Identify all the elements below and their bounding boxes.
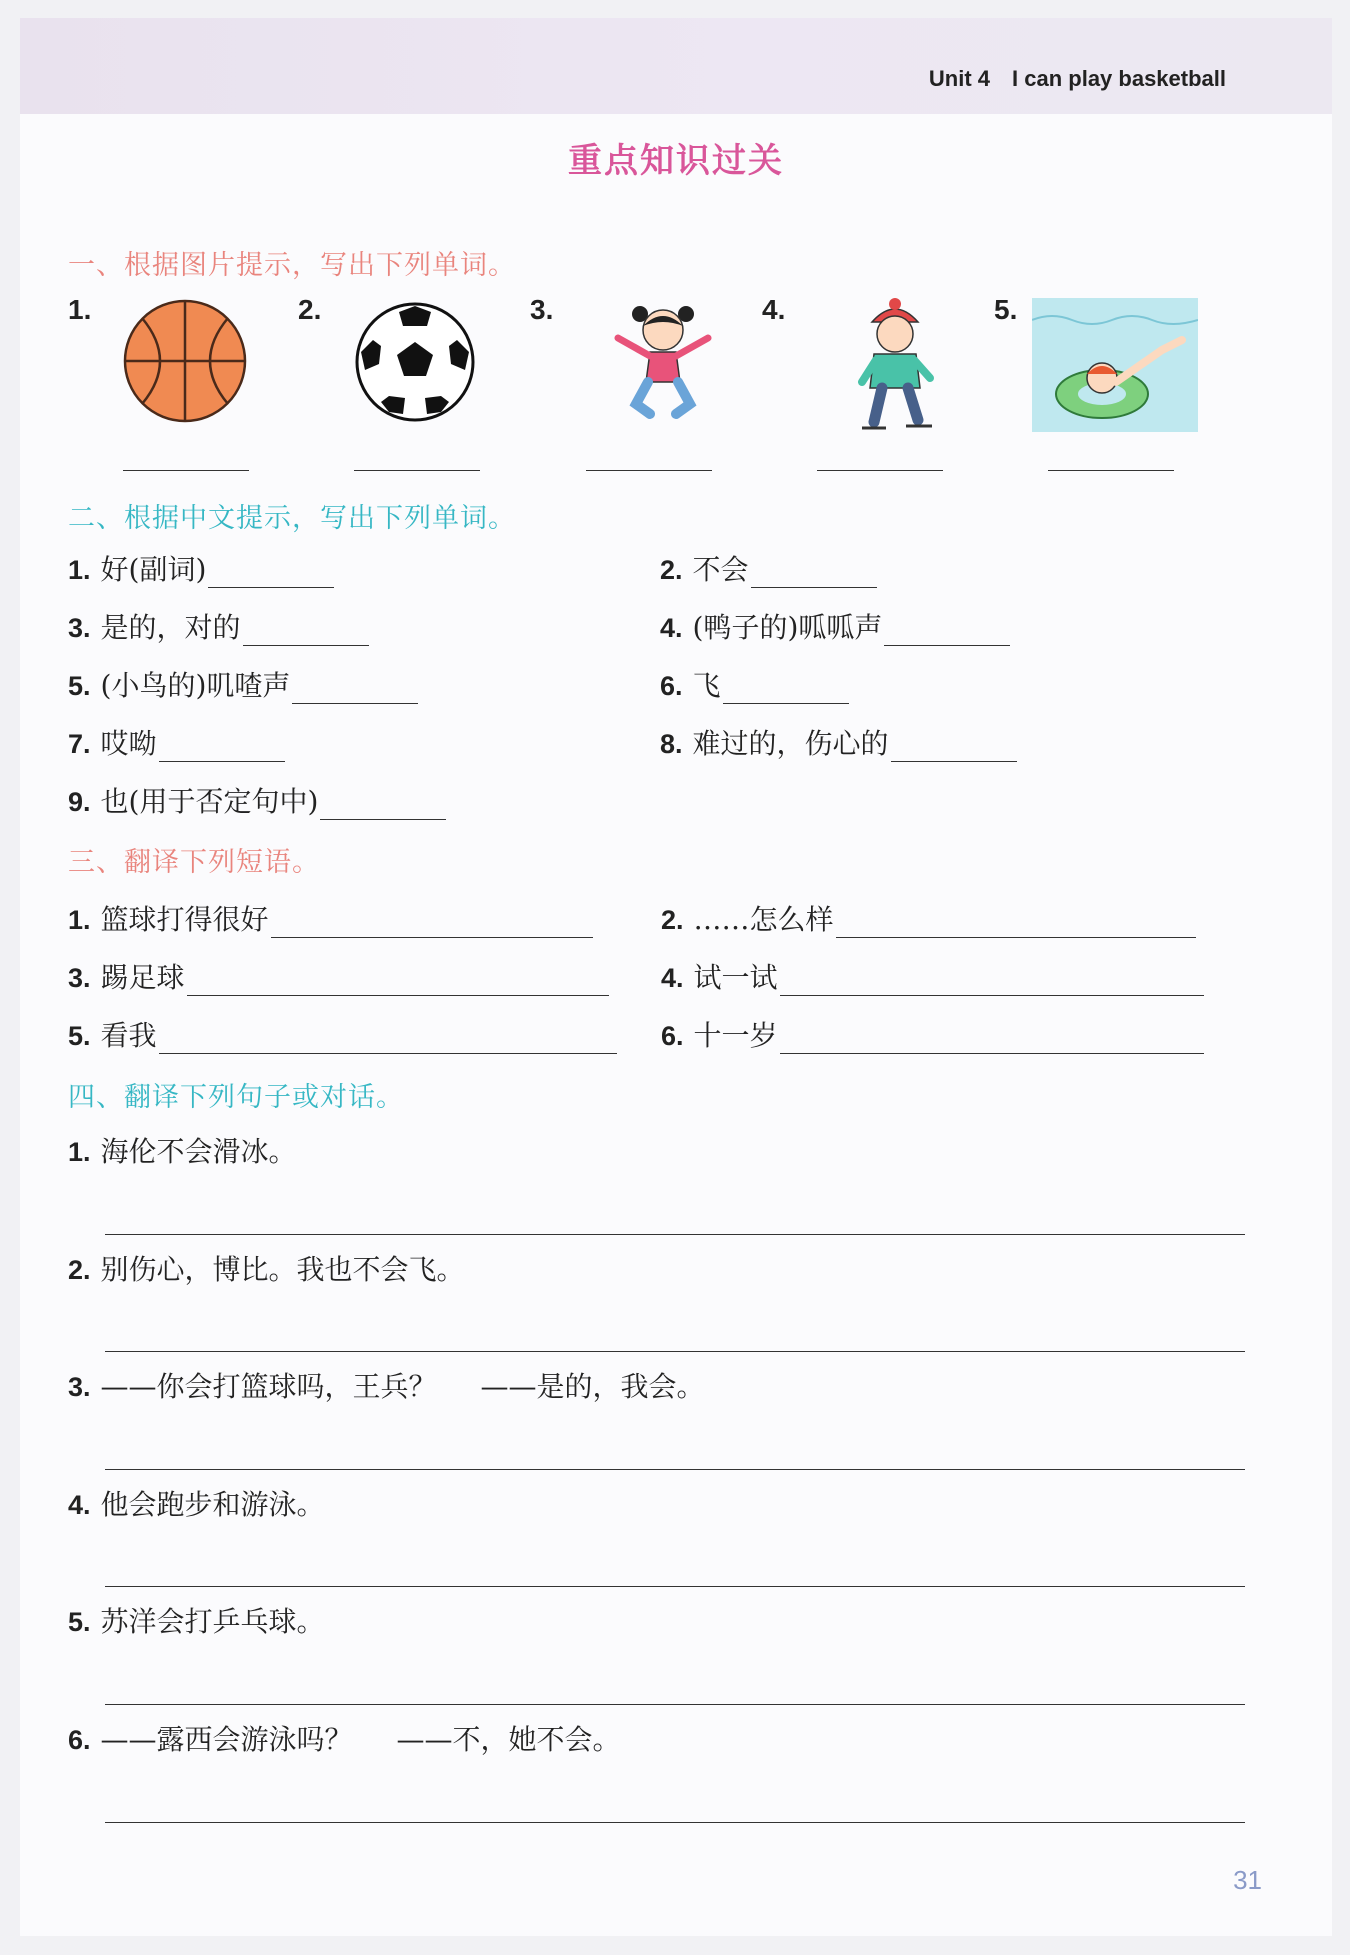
s4-item-4 [68, 1483, 325, 1523]
item-number: 2. [661, 905, 684, 935]
page-title: 重点知识过关 [568, 141, 784, 181]
answer-blank[interactable] [751, 557, 877, 588]
s3-item-2 [661, 898, 1196, 938]
item-text-reply: ——是的，我会。 [480, 1370, 705, 1403]
s3-item-6 [661, 1014, 1204, 1054]
item-text: 十一岁 [693, 1019, 778, 1052]
answer-blank-5[interactable] [1048, 470, 1174, 471]
jumping-girl-icon [598, 300, 728, 430]
item-number: 9. [68, 787, 91, 817]
answer-blank[interactable] [159, 731, 285, 762]
answer-line-2[interactable] [105, 1351, 1245, 1352]
s3-item-4 [661, 956, 1204, 996]
section4-heading: 四、翻译下列句子或对话。 [68, 1082, 404, 1113]
section2-heading: 二、根据中文提示，写出下列单词。 [68, 503, 516, 534]
answer-blank[interactable] [243, 615, 369, 646]
s4-item-5 [68, 1600, 325, 1640]
item-number: 6. [68, 1725, 91, 1755]
s2-item-5 [68, 664, 418, 704]
item-number: 6. [661, 1021, 684, 1051]
item-text: ……怎么样 [693, 903, 834, 936]
basketball-icon [120, 296, 250, 426]
answer-line-5[interactable] [105, 1704, 1245, 1705]
answer-line-4[interactable] [105, 1586, 1245, 1587]
item-number: 3. [68, 613, 91, 643]
page-number: 31 [1233, 1865, 1262, 1895]
s3-item-3 [68, 956, 609, 996]
s2-item-4 [660, 606, 1010, 646]
item-text: ——你会打篮球吗，王兵？ [100, 1370, 437, 1403]
answer-blank-3[interactable] [586, 470, 712, 471]
item-number: 6. [660, 671, 683, 701]
answer-blank[interactable] [836, 907, 1196, 938]
item-text: ——露西会游泳吗？ [100, 1723, 353, 1756]
answer-line-1[interactable] [105, 1234, 1245, 1235]
pic-item-4-num: 4. [762, 294, 786, 325]
item-number: 5. [68, 671, 91, 701]
item-number: 7. [68, 729, 91, 759]
answer-blank[interactable] [780, 1023, 1204, 1054]
item-text: 哎呦 [100, 727, 157, 760]
answer-blank[interactable] [891, 731, 1017, 762]
unit-label: Unit 4 [928, 66, 991, 91]
item-text: 篮球打得很好 [100, 903, 269, 936]
pic-item-1-num: 1. [68, 294, 92, 325]
answer-blank-2[interactable] [354, 470, 480, 471]
pic-item-2-num: 2. [298, 294, 322, 325]
item-number: 8. [660, 729, 683, 759]
answer-blank[interactable] [271, 907, 593, 938]
s2-item-3 [68, 606, 369, 646]
item-text: 看我 [100, 1019, 157, 1052]
item-text: (小鸟的)叽喳声 [100, 669, 291, 702]
item-text: 他会跑步和游泳。 [100, 1488, 325, 1521]
item-text: 别伤心，博比。我也不会飞。 [100, 1253, 465, 1286]
s2-item-2 [660, 548, 877, 588]
answer-blank[interactable] [159, 1023, 617, 1054]
pic-item-5-num: 5. [994, 294, 1018, 325]
pic-item-3-num: 3. [530, 294, 554, 325]
s2-item-1 [68, 548, 334, 588]
answer-blank[interactable] [320, 789, 446, 820]
worksheet-page [20, 18, 1332, 1936]
item-text-reply: ——不，她不会。 [396, 1723, 621, 1756]
item-text: 海伦不会滑冰。 [100, 1135, 297, 1168]
answer-blank[interactable] [292, 673, 418, 704]
s4-item-1 [68, 1130, 297, 1170]
s3-item-5 [68, 1014, 617, 1054]
item-text: (鸭子的)呱呱声 [692, 611, 883, 644]
unit-header [929, 66, 1226, 92]
answer-blank[interactable] [780, 965, 1204, 996]
item-number: 5. [68, 1607, 91, 1637]
item-number: 2. [68, 1255, 91, 1285]
item-number: 2. [660, 555, 683, 585]
skating-boy-icon [840, 298, 950, 438]
item-text: 踢足球 [100, 961, 185, 994]
football-icon [353, 300, 477, 424]
section1-heading: 一、根据图片提示，写出下列单词。 [68, 250, 516, 281]
item-number: 4. [68, 1490, 91, 1520]
item-number: 3. [68, 1372, 91, 1402]
item-text: 是的，对的 [100, 611, 241, 644]
item-text: 飞 [692, 669, 721, 702]
answer-blank[interactable] [884, 615, 1010, 646]
s2-item-6 [660, 664, 849, 704]
answer-blank-4[interactable] [817, 470, 943, 471]
item-number: 1. [68, 1137, 91, 1167]
lesson-title: I can play basketball [1012, 66, 1226, 91]
section3-heading: 三、翻译下列短语。 [68, 847, 320, 878]
s4-item-6 [68, 1718, 621, 1758]
item-number: 4. [661, 963, 684, 993]
item-text: 好(副词) [100, 553, 207, 586]
item-text: 试一试 [693, 961, 778, 994]
item-number: 3. [68, 963, 91, 993]
s2-item-7 [68, 722, 285, 762]
swimming-boy-icon [1032, 298, 1198, 432]
answer-line-3[interactable] [105, 1469, 1245, 1470]
s3-item-1 [68, 898, 593, 938]
s4-item-3 [68, 1365, 705, 1405]
answer-blank[interactable] [187, 965, 609, 996]
item-text: 不会 [692, 553, 749, 586]
s2-item-8 [660, 722, 1017, 762]
item-number: 4. [660, 613, 683, 643]
s2-item-9 [68, 780, 446, 820]
answer-blank-1[interactable] [123, 470, 249, 471]
item-text: 苏洋会打乒乓球。 [100, 1605, 325, 1638]
item-number: 5. [68, 1021, 91, 1051]
answer-line-6[interactable] [105, 1822, 1245, 1823]
item-number: 1. [68, 905, 91, 935]
item-text: 难过的，伤心的 [692, 727, 889, 760]
item-text: 也(用于否定句中) [100, 785, 319, 818]
answer-blank[interactable] [208, 557, 334, 588]
answer-blank[interactable] [723, 673, 849, 704]
item-number: 1. [68, 555, 91, 585]
s4-item-2 [68, 1248, 465, 1288]
